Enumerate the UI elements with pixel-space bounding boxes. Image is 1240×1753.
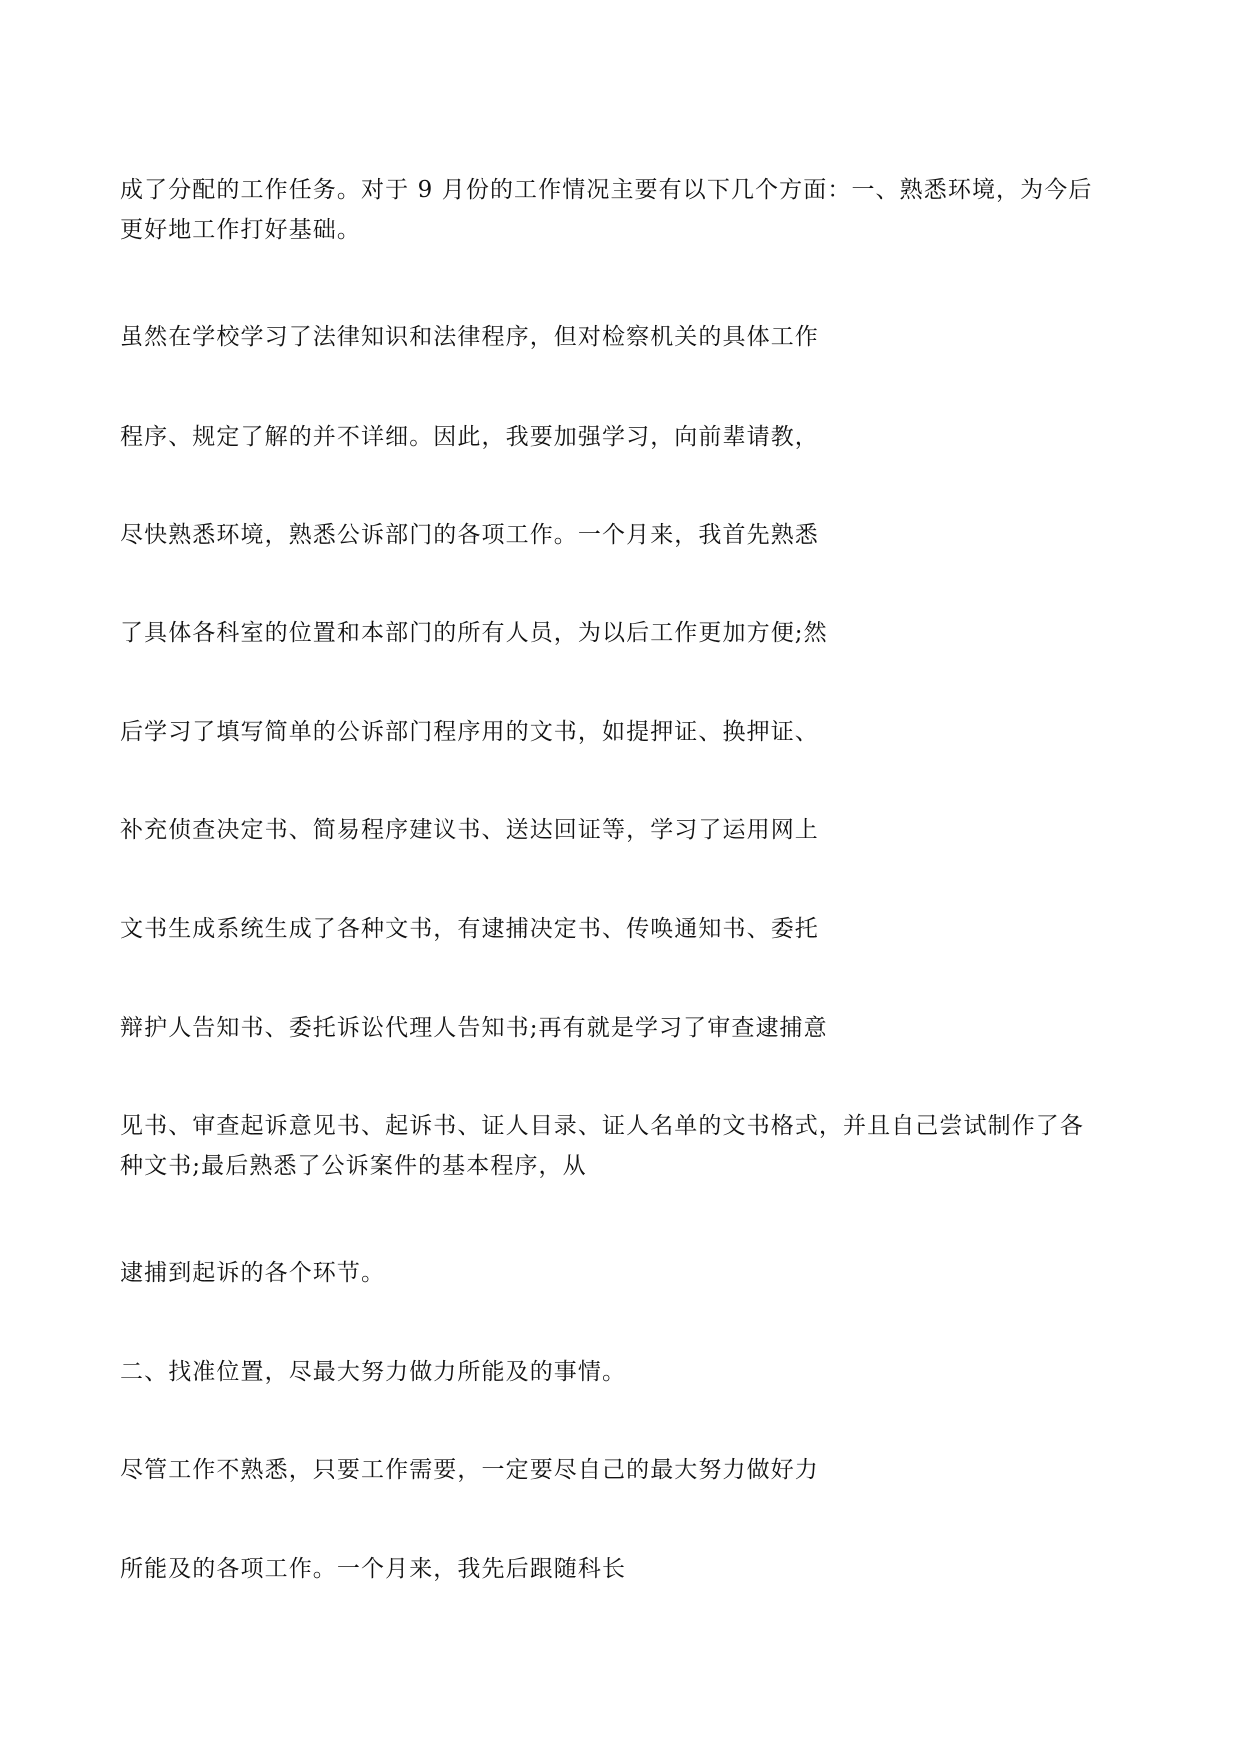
text-line: 了具体各科室的位置和本部门的所有人员，为以后工作更加方便;然	[120, 620, 828, 646]
text-line: 更好地工作打好基础。	[120, 217, 361, 243]
paragraph	[120, 417, 1130, 457]
paragraph	[120, 810, 1130, 850]
text-line: 尽管工作不熟悉，只要工作需要，一定要尽自己的最大努力做好力	[120, 1457, 819, 1483]
paragraph	[120, 909, 1130, 949]
paragraph	[120, 712, 1130, 752]
paragraph	[120, 613, 1130, 653]
paragraph	[120, 170, 1130, 250]
text-line: 补充侦查决定书、简易程序建议书、送达回证等，学习了运用网上	[120, 817, 819, 843]
text-line: 后学习了填写简单的公诉部门程序用的文书，如提押证、换押证、	[120, 719, 819, 745]
text-line: 所能及的各项工作。一个月来，我先后跟随科长	[120, 1556, 627, 1582]
text-line: 成了分配的工作任务。对于 9 月份的工作情况主要有以下几个方面：一、熟悉环境，为今后	[120, 177, 1093, 203]
paragraph	[120, 1008, 1130, 1048]
paragraph	[120, 1450, 1130, 1490]
paragraph	[120, 1253, 1130, 1293]
text-line: 文书生成系统生成了各种文书，有逮捕决定书、传唤通知书、委托	[120, 916, 819, 942]
text-line: 见书、审查起诉意见书、起诉书、证人目录、证人名单的文书格式，并且自己尝试制作了各	[120, 1113, 1084, 1139]
paragraph	[120, 1352, 1130, 1392]
text-line: 程序、规定了解的并不详细。因此，我要加强学习，向前辈请教，	[120, 424, 819, 450]
paragraph	[120, 1106, 1130, 1186]
text-line: 尽快熟悉环境，熟悉公诉部门的各项工作。一个月来，我首先熟悉	[120, 522, 819, 548]
text-line: 虽然在学校学习了法律知识和法律程序，但对检察机关的具体工作	[120, 324, 819, 350]
paragraph	[120, 317, 1130, 357]
text-line: 种文书;最后熟悉了公诉案件的基本程序，从	[120, 1153, 587, 1179]
paragraph	[120, 515, 1130, 555]
paragraph	[120, 1549, 1130, 1589]
text-line: 二、找准位置，尽最大努力做力所能及的事情。	[120, 1359, 627, 1385]
text-line: 逮捕到起诉的各个环节。	[120, 1260, 386, 1286]
text-line: 辩护人告知书、委托诉讼代理人告知书;再有就是学习了审查逮捕意	[120, 1015, 828, 1041]
